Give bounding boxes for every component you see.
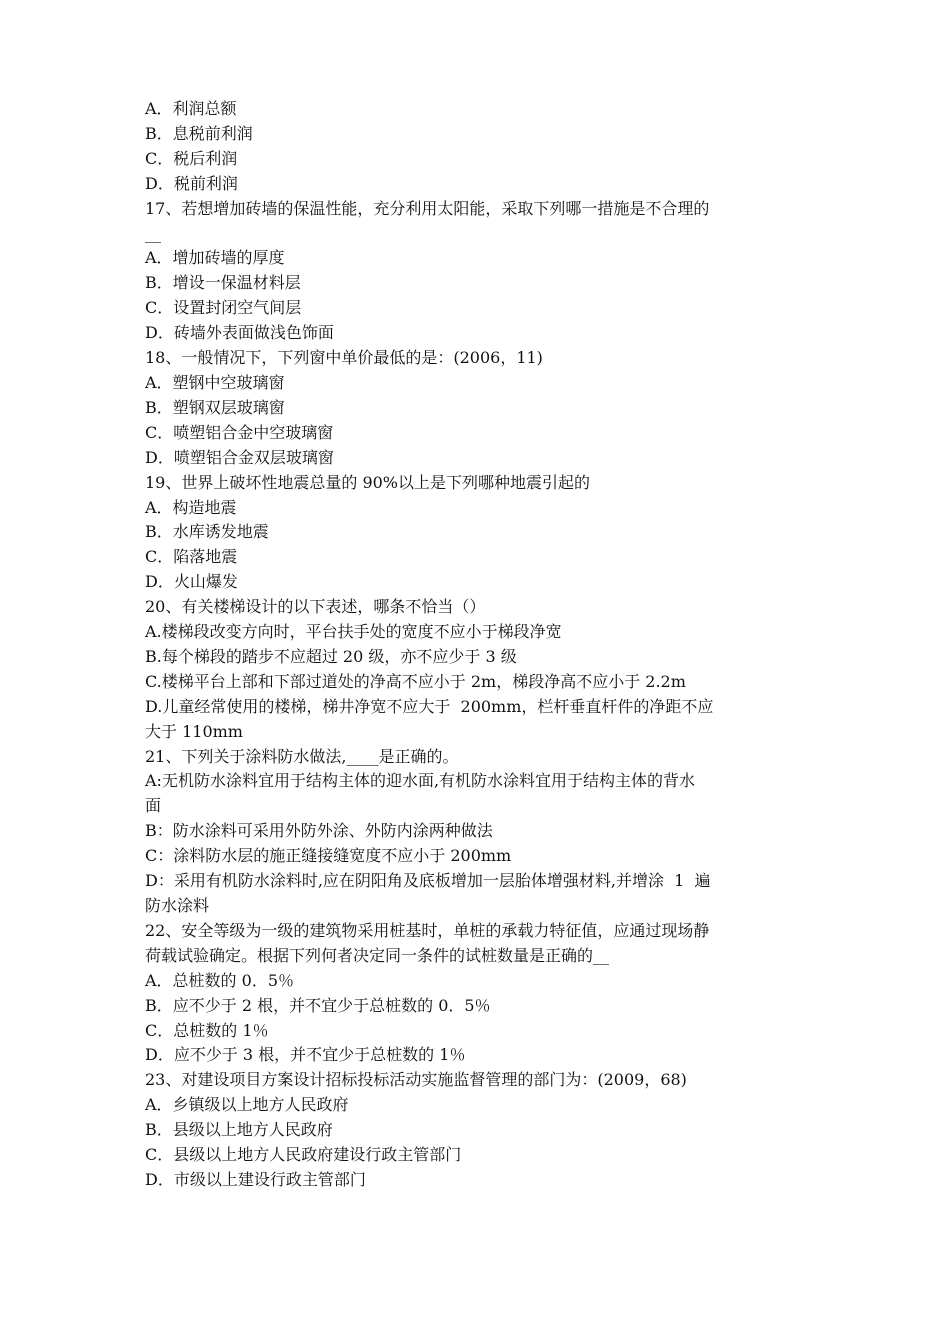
answer-option: D．砖墙外表面做浅色饰面 — [145, 323, 334, 343]
answer-option: A．总桩数的 0．5％ — [145, 970, 295, 990]
answer-option: D：采用有机防水涂料时,应在阴阳角及底板增加一层胎体增强材料,并增涂 1 遍 — [145, 871, 711, 891]
question-19: 19、世界上破坏性地震总量的 90%以上是下列哪种地震引起的 — [145, 472, 591, 492]
answer-option: C：涂料防水层的施正缝接缝宽度不应小于 200mm — [145, 846, 512, 866]
answer-option: D．税前利润 — [145, 173, 238, 193]
answer-option: C．陷落地震 — [145, 547, 238, 567]
answer-option-continued: 防水涂料 — [145, 896, 210, 915]
answer-option: A．构造地震 — [145, 497, 237, 517]
document-body — [145, 97, 813, 1193]
question-17: 17、若想增加砖墙的保温性能，充分利用太阳能，采取下列哪一措施是不合理的 — [145, 198, 710, 218]
question-21: 21、下列关于涂料防水做法,____是正确的。 — [145, 746, 459, 766]
answer-option: A．塑钢中空玻璃窗 — [145, 372, 285, 392]
answer-option-continued: 大于 110mm — [145, 721, 243, 741]
answer-option: C．县级以上地方人民政府建设行政主管部门 — [145, 1145, 462, 1165]
answer-option: B．息税前利润 — [145, 123, 253, 143]
question-18: 18、一般情况下，下列窗中单价最低的是：(2006，11) — [145, 348, 543, 368]
answer-option: C.楼梯平台上部和下部过道处的净高不应小于 2m，梯段净高不应小于 2.2m — [145, 671, 686, 691]
answer-option-continued: 面 — [145, 796, 162, 816]
answer-option: B．水库诱发地震 — [145, 522, 269, 542]
question-23: 23、对建设项目方案设计招标投标活动实施监督管理的部门为：(2009，68) — [145, 1070, 687, 1090]
answer-option: A．乡镇级以上地方人民政府 — [145, 1095, 349, 1115]
question-22: 22、安全等级为一级的建筑物采用桩基时，单桩的承载力特征值，应通过现场静 — [145, 920, 710, 940]
question-22-continued: 荷载试验确定。根据下列何者决定同一条件的试桩数量是正确的__ — [145, 945, 610, 965]
answer-option: B．增设一保温材料层 — [145, 273, 301, 293]
answer-option: B．塑钢双层玻璃窗 — [145, 397, 285, 417]
answer-option: D．市级以上建设行政主管部门 — [145, 1169, 366, 1189]
answer-option: C．设置封闭空气间层 — [145, 298, 302, 318]
question-20: 20、有关楼梯设计的以下表述，哪条不恰当（） — [145, 597, 486, 617]
answer-option: D．喷塑铝合金双层玻璃窗 — [145, 447, 334, 467]
answer-option: A:无机防水涂料宜用于结构主体的迎水面,有机防水涂料宜用于结构主体的背水 — [145, 771, 696, 791]
question-17-blank: __ — [145, 223, 161, 243]
answer-option: C．喷塑铝合金中空玻璃窗 — [145, 422, 334, 442]
answer-option: D．应不少于 3 根，并不宜少于总桩数的 1％ — [145, 1045, 466, 1065]
answer-option: A．增加砖墙的厚度 — [145, 248, 285, 268]
answer-option: A.楼梯段改变方向时，平台扶手处的宽度不应小于梯段净宽 — [145, 622, 562, 642]
answer-option: C．税后利润 — [145, 148, 238, 168]
answer-option: B：防水涂料可采用外防外涂、外防内涂两种做法 — [145, 821, 493, 841]
answer-option: B．应不少于 2 根，并不宜少于总桩数的 0．5％ — [145, 995, 491, 1015]
answer-option: B.每个梯段的踏步不应超过 20 级，亦不应少于 3 级 — [145, 646, 517, 666]
answer-option: D.儿童经常使用的楼梯，梯井净宽不应大于 200mm，栏杆垂直杆件的净距不应 — [145, 696, 714, 716]
answer-option: A．利润总额 — [145, 99, 237, 118]
answer-option: C．总桩数的 1％ — [145, 1020, 269, 1040]
answer-option: D．火山爆发 — [145, 572, 238, 592]
answer-option: B．县级以上地方人民政府 — [145, 1120, 333, 1140]
